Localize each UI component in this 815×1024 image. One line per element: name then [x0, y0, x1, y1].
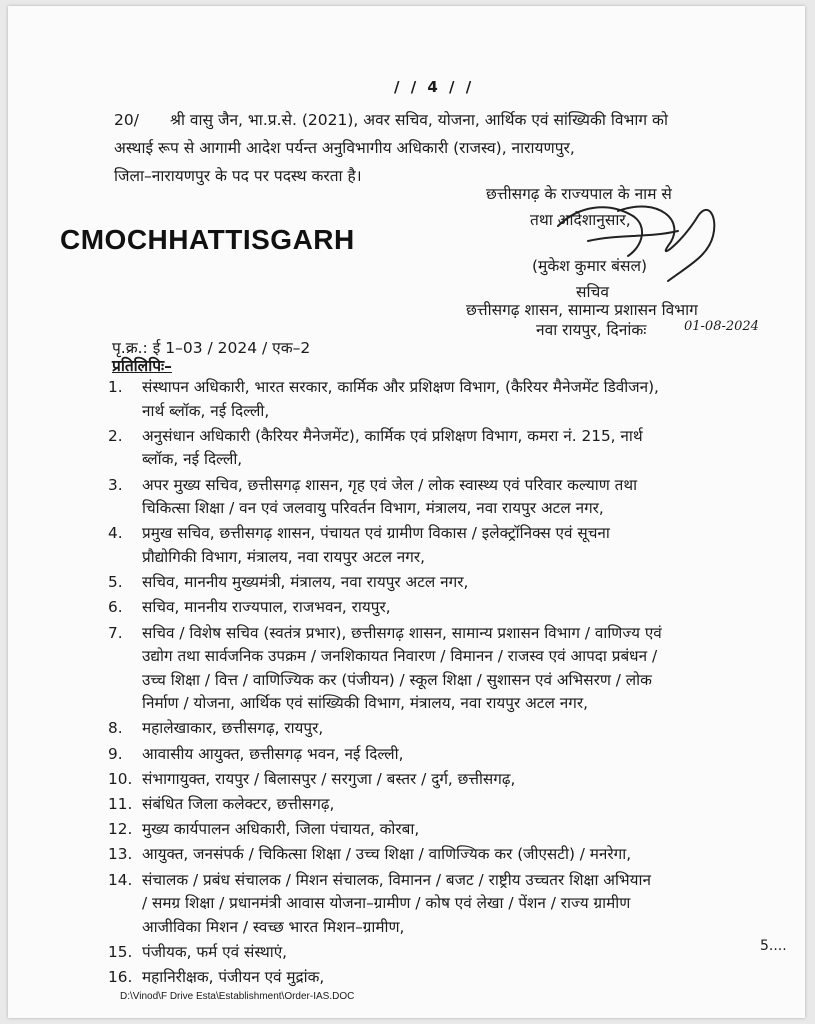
signature-order-line: तथा आदेशानुसार,: [530, 211, 631, 229]
file-path: D:\Vinod\F Drive Esta\Establishment\Order-IAS.DOC: [120, 991, 355, 1002]
list-item-line: अनुसंधान अधिकारी (कैरियर मैनेजमेंट), कार्मिक एवं प्रशिक्षण विभाग, कमरा नं. 215, नार्थ: [142, 426, 643, 445]
copy-heading: प्रतिलिपिः–: [112, 357, 172, 375]
list-item-line: संचालक / प्रबंध संचालक / मिशन संचालक, विमानन / बजट / राष्ट्रीय उच्चतर शिक्षा अभियान: [142, 870, 652, 889]
list-item-line: नार्थ ब्लॉक, नई दिल्ली,: [142, 401, 270, 420]
document-page: [8, 6, 805, 1018]
list-item-line: पंजीयक, फर्म एवं संस्थाएं,: [142, 942, 288, 961]
list-item-line: / समग्र शिक्षा / प्रधानमंत्री आवास योजना–ग्रामीण / कोष एवं लेखा / पेंशन / राज्य ग्रामीण: [142, 894, 631, 913]
list-item-line: आजीविका मिशन / स्वच्छ भारत मिशन–ग्रामीण,: [142, 917, 405, 936]
list-item-number: 1.: [108, 378, 123, 396]
list-item: [108, 869, 788, 940]
list-item: [108, 793, 788, 817]
list-item-number: 16.: [108, 968, 133, 987]
list-item: [108, 474, 788, 521]
list-item-line: उच्च शिक्षा / वित्त / वाणिज्यिक कर (पंजीयन) / स्कूल शिक्षा / सुशासन एवं अभिसरण / लोक: [142, 670, 652, 689]
recipient-list: [108, 376, 788, 991]
watermark-text: CMOCHHATTISGARH: [60, 224, 355, 255]
list-item-line: संबंधित जिला कलेक्टर, छत्तीसगढ़,: [142, 795, 335, 814]
handwritten-signature: [548, 186, 728, 296]
list-item: [108, 743, 788, 767]
list-item: [108, 376, 788, 423]
signatory-name: (मुकेश कुमार बंसल): [532, 257, 648, 275]
list-item: [108, 717, 788, 741]
list-item-line: संभागायुक्त, रायपुर / बिलासपुर / सरगुजा / बस्तर / दुर्ग, छत्तीसगढ़,: [142, 769, 516, 788]
list-item-line: उद्योग तथा सार्वजनिक उपक्रम / जनशिकायत निवारण / विमानन / राजस्व एवं आपदा प्रबंधन /: [142, 647, 658, 666]
signatory-designation: सचिव: [576, 283, 609, 301]
list-item-line: निर्माण / योजना, आर्थिक एवं सांख्यिकी विभाग, मंत्रालय, नवा रायपुर अटल नगर,: [142, 694, 588, 713]
list-item-line: चिकित्सा शिक्षा / वन एवं जलवायु परिवर्तन विभाग, मंत्रालय, नवा रायपुर अटल नगर,: [142, 499, 604, 518]
handwritten-date: 01-08-2024: [684, 319, 759, 334]
place-date-label: नवा रायपुर, दिनांकः: [536, 321, 647, 339]
list-item: [108, 941, 788, 965]
list-item: [108, 522, 788, 569]
list-item-number: 14.: [108, 870, 133, 889]
list-item-line: संस्थापन अधिकारी, भारत सरकार, कार्मिक और प्रशिक्षण विभाग, (कैरियर मैनेजमेंट डिवीजन),: [142, 378, 659, 396]
list-item: [108, 571, 788, 595]
list-item-line: मुख्य कार्यपालन अधिकारी, जिला पंचायत, कोरबा,: [142, 820, 420, 839]
list-item-line: अपर मुख्य सचिव, छत्तीसगढ़ शासन, गृह एवं जेल / लोक स्वास्थ्य एवं परिवार कल्याण तथा: [142, 475, 638, 494]
signature-authority-line: छत्तीसगढ़ के राज्यपाल के नाम से: [486, 185, 672, 203]
list-item: [108, 843, 788, 867]
endorsement-number: पृ.क्र.: ई 1–03 / 2024 / एक–2: [112, 339, 311, 357]
list-item-line: महालेखाकार, छत्तीसगढ़, रायपुर,: [142, 719, 324, 738]
list-item-line: ब्लॉक, नई दिल्ली,: [142, 450, 243, 469]
list-item: [108, 768, 788, 792]
list-item-line: सचिव / विशेष सचिव (स्वतंत्र प्रभार), छत्तीसगढ़ शासन, सामान्य प्रशासन विभाग / वाणिज्य एवं: [142, 623, 662, 642]
list-item-line: सचिव, माननीय मुख्यमंत्री, मंत्रालय, नवा रायपुर अटल नगर,: [142, 573, 469, 592]
page-number: / / 4 / /: [394, 78, 475, 96]
list-item-number: 7.: [108, 623, 123, 642]
list-item: [108, 966, 788, 990]
list-item-line: प्रमुख सचिव, छत्तीसगढ़ शासन, पंचायत एवं ग्रामीण विकास / इलेक्ट्रॉनिक्स एवं सूचना: [142, 524, 610, 543]
order-line-2: अस्थाई रूप से आगामी आदेश पर्यन्त अनुविभागीय अधिकारी (राजस्व), नारायणपुर,: [114, 139, 575, 157]
continuation-marker: 5....: [760, 938, 787, 954]
list-item-number: 4.: [108, 524, 123, 543]
list-item-number: 5.: [108, 573, 123, 592]
list-item-number: 11.: [108, 795, 133, 814]
order-line-3: जिला–नारायणपुर के पद पर पदस्थ करता है।: [114, 167, 362, 185]
list-item-number: 12.: [108, 820, 133, 839]
list-item-line: प्रौद्योगिकी विभाग, मंत्रालय, नवा रायपुर अटल नगर,: [142, 547, 426, 566]
list-item-number: 6.: [108, 598, 123, 617]
order-number: 20/: [114, 111, 139, 129]
list-item: [108, 425, 788, 472]
list-item-number: 3.: [108, 475, 123, 494]
list-item-number: 9.: [108, 744, 123, 763]
order-line-1: श्री वासु जैन, भा.प्र.से. (2021), अवर सचिव, योजना, आर्थिक एवं सांख्यिकी विभाग को: [170, 111, 668, 129]
list-item-line: सचिव, माननीय राज्यपाल, राजभवन, रायपुर,: [142, 598, 391, 617]
list-item-number: 2.: [108, 426, 123, 445]
list-item: [108, 818, 788, 842]
signatory-department: छत्तीसगढ़ शासन, सामान्य प्रशासन विभाग: [466, 301, 698, 319]
list-item-line: महानिरीक्षक, पंजीयन एवं मुद्रांक,: [142, 968, 325, 987]
list-item-number: 8.: [108, 719, 123, 738]
list-item-number: 10.: [108, 769, 133, 788]
list-item: [108, 596, 788, 620]
list-item-line: आयुक्त, जनसंपर्क / चिकित्सा शिक्षा / उच्च शिक्षा / वाणिज्यिक कर (जीएसटी) / मनरेगा,: [142, 845, 632, 864]
list-item-line: आवासीय आयुक्त, छत्तीसगढ़ भवन, नई दिल्ली,: [142, 744, 404, 763]
list-item: [108, 622, 788, 716]
list-item-number: 15.: [108, 942, 133, 961]
list-item-number: 13.: [108, 845, 133, 864]
